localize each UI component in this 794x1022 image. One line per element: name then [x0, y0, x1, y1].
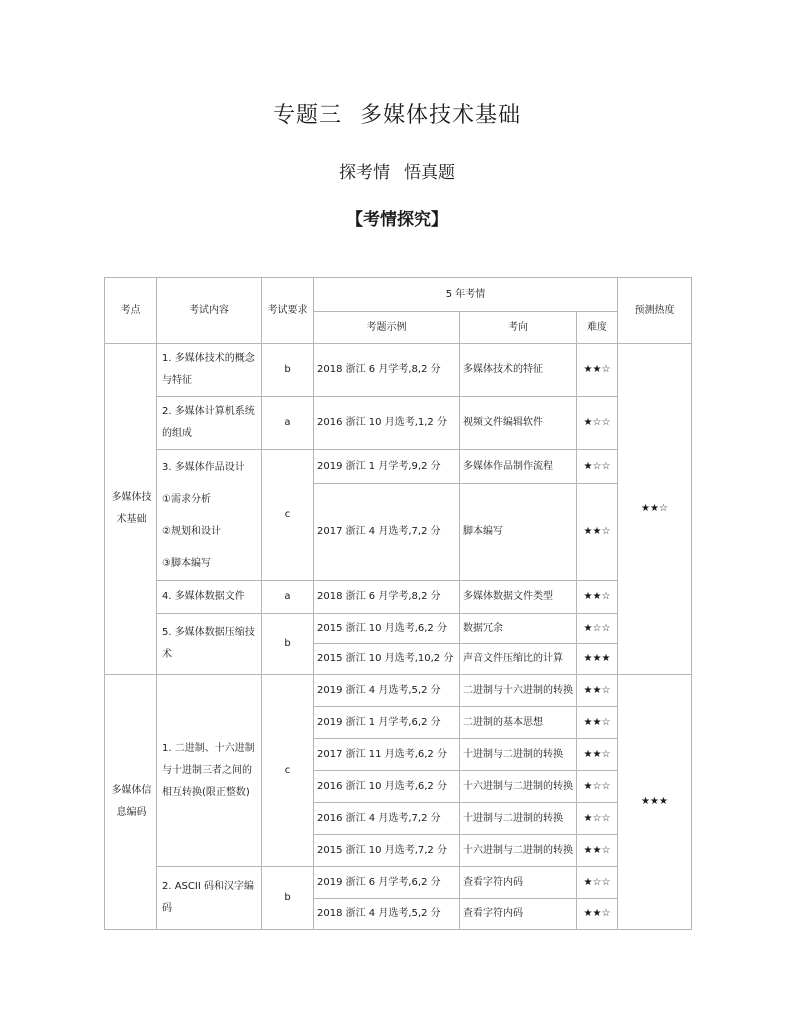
page-subtitle-part2: 悟真题: [404, 163, 455, 183]
header-content: 考试内容: [157, 278, 262, 344]
direction-cell: 多媒体作品制作流程: [460, 450, 577, 484]
difficulty-stars: ★★☆: [577, 739, 618, 771]
difficulty-stars: ★☆☆: [577, 397, 618, 450]
example-cell: 2018 浙江 6 月学考,8,2 分: [314, 581, 460, 614]
requirement-cell: b: [262, 867, 314, 930]
header-requirement: 考试要求: [262, 278, 314, 344]
difficulty-stars: ★★☆: [577, 581, 618, 614]
difficulty-stars: ★☆☆: [577, 771, 618, 803]
page-title: [0, 98, 794, 129]
table-row: [105, 581, 692, 614]
heat-stars: ★★☆: [618, 344, 692, 675]
example-cell: 2019 浙江 1 月学考,9,2 分: [314, 450, 460, 484]
table-row: [105, 675, 692, 707]
example-cell: 2016 浙江 10 月选考,6,2 分: [314, 771, 460, 803]
difficulty-stars: ★★★: [577, 644, 618, 675]
content-subitem: ③脚本编写: [162, 558, 211, 569]
direction-cell: 二进制与十六进制的转换: [460, 675, 577, 707]
difficulty-stars: ★☆☆: [577, 614, 618, 644]
difficulty-stars: ★★☆: [577, 344, 618, 397]
requirement-cell: b: [262, 344, 314, 397]
header-direction: 考向: [460, 312, 577, 344]
difficulty-stars: ★★☆: [577, 675, 618, 707]
direction-cell: 声音文件压缩比的计算: [460, 644, 577, 675]
table-row: [105, 450, 692, 484]
difficulty-stars: ★★☆: [577, 484, 618, 581]
direction-cell: 二进制的基本思想: [460, 707, 577, 739]
header-heat: 预测热度: [618, 278, 692, 344]
header-difficulty: 难度: [577, 312, 618, 344]
page-subtitle: [0, 158, 794, 183]
table-row: [105, 397, 692, 450]
difficulty-stars: ★☆☆: [577, 450, 618, 484]
direction-cell: 视频文件编辑软件: [460, 397, 577, 450]
requirement-cell: a: [262, 397, 314, 450]
difficulty-stars: ★★☆: [577, 707, 618, 739]
direction-cell: 数据冗余: [460, 614, 577, 644]
table-row: [105, 344, 692, 397]
difficulty-stars: ★★☆: [577, 899, 618, 930]
example-cell: 2015 浙江 10 月选考,6,2 分: [314, 614, 460, 644]
exam-analysis-table: [104, 277, 692, 930]
page-title-part1: 专题三: [272, 103, 342, 128]
requirement-cell: c: [262, 450, 314, 581]
content-cell: 1. 二进制、十六进制与十进制三者之间的相互转换(限正整数): [157, 675, 262, 867]
example-cell: 2019 浙江 4 月选考,5,2 分: [314, 675, 460, 707]
content-cell: 1. 多媒体技术的概念与特征: [157, 344, 262, 397]
example-cell: 2015 浙江 10 月选考,7,2 分: [314, 835, 460, 867]
content-main: 3. 多媒体作品设计: [162, 462, 245, 473]
content-cell: [157, 450, 262, 581]
table-row: [105, 614, 692, 644]
example-cell: 2018 浙江 6 月学考,8,2 分: [314, 344, 460, 397]
direction-cell: 多媒体技术的特征: [460, 344, 577, 397]
example-cell: 2019 浙江 6 月学考,6,2 分: [314, 867, 460, 899]
difficulty-stars: ★☆☆: [577, 867, 618, 899]
difficulty-stars: ★☆☆: [577, 803, 618, 835]
content-subitem: ②规划和设计: [162, 526, 221, 537]
example-cell: 2017 浙江 11 月选考,6,2 分: [314, 739, 460, 771]
header-five-year: 5 年考情: [314, 278, 618, 312]
content-cell: 2. 多媒体计算机系统的组成: [157, 397, 262, 450]
direction-cell: 十六进制与二进制的转换: [460, 771, 577, 803]
example-cell: 2015 浙江 10 月选考,10,2 分: [314, 644, 460, 675]
requirement-cell: b: [262, 614, 314, 675]
table-row: [105, 867, 692, 899]
direction-cell: 十进制与二进制的转换: [460, 739, 577, 771]
page-title-part2: 多媒体技术基础: [360, 103, 522, 128]
direction-cell: 十六进制与二进制的转换: [460, 835, 577, 867]
example-cell: 2018 浙江 4 月选考,5,2 分: [314, 899, 460, 930]
requirement-cell: c: [262, 675, 314, 867]
content-cell: 5. 多媒体数据压缩技术: [157, 614, 262, 675]
heat-stars: ★★★: [618, 675, 692, 930]
difficulty-stars: ★★☆: [577, 835, 618, 867]
example-cell: 2019 浙江 1 月学考,6,2 分: [314, 707, 460, 739]
example-cell: 2017 浙江 4 月选考,7,2 分: [314, 484, 460, 581]
direction-cell: 查看字符内码: [460, 899, 577, 930]
page-subtitle-part1: 探考情: [339, 163, 390, 183]
example-cell: 2016 浙江 4 月选考,7,2 分: [314, 803, 460, 835]
direction-cell: 脚本编写: [460, 484, 577, 581]
direction-cell: 查看字符内码: [460, 867, 577, 899]
direction-cell: 十进制与二进制的转换: [460, 803, 577, 835]
content-subitem: ①需求分析: [162, 494, 211, 505]
content-cell: 2. ASCII 码和汉字编码: [157, 867, 262, 930]
direction-cell: 多媒体数据文件类型: [460, 581, 577, 614]
section-heading: 【考情探究】: [346, 210, 448, 230]
point-cell: 多媒体技术基础: [105, 344, 157, 675]
example-cell: 2016 浙江 10 月选考,1,2 分: [314, 397, 460, 450]
header-example: 考题示例: [314, 312, 460, 344]
point-cell: 多媒体信息编码: [105, 675, 157, 930]
header-point: 考点: [105, 278, 157, 344]
requirement-cell: a: [262, 581, 314, 614]
content-cell: 4. 多媒体数据文件: [157, 581, 262, 614]
